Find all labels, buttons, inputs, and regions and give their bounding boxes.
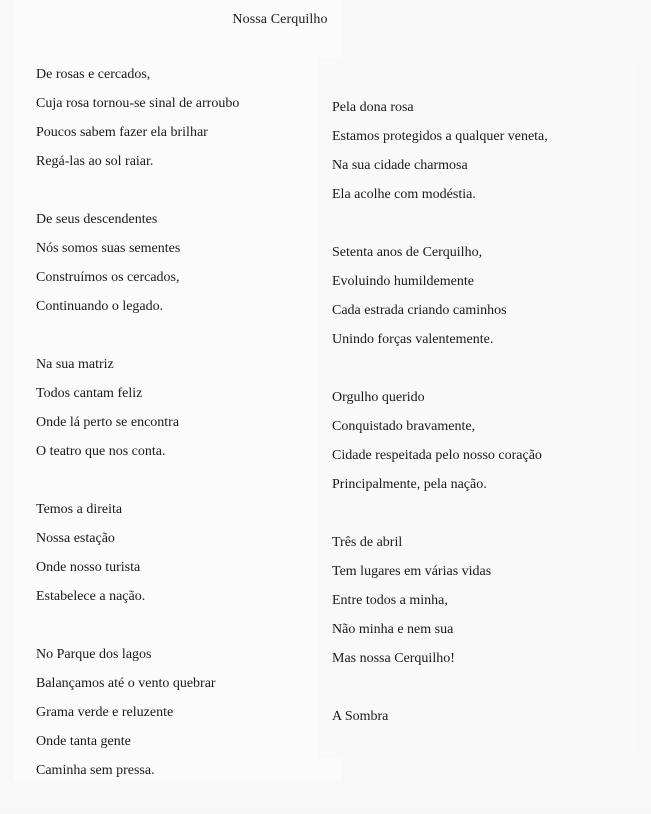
right-column [332, 93, 548, 731]
right-stanzas [332, 93, 548, 673]
poem-line: Principalmente, pela nação. [332, 477, 487, 492]
poem-title: Nossa Cerquilho [232, 12, 328, 27]
poem-line: Onde lá perto se encontra [36, 415, 180, 430]
poem-line: De rosas e cercados, [36, 67, 151, 82]
stanza [332, 93, 548, 209]
left-column [36, 60, 239, 814]
stanza [36, 640, 239, 785]
poem-line: Não minha e nem sua [332, 622, 454, 637]
poem-line: Mas nossa Cerquilho! [332, 651, 455, 666]
poem-line: Orgulho querido [332, 390, 425, 405]
stanza [36, 205, 239, 321]
poem-line: Onde tanta gente [36, 734, 131, 749]
poem-line: Nós somos suas sementes [36, 241, 181, 256]
poem-line: Na sua matriz [36, 357, 114, 372]
poem-line: Na sua cidade charmosa [332, 158, 468, 173]
poem-line: O teatro que nos conta. [36, 444, 166, 459]
stanza [332, 528, 548, 673]
poem-line: Estabelece a nação. [36, 589, 146, 604]
poem-line: Todos cantam feliz [36, 386, 143, 401]
poem-line: Grama verde e reluzente [36, 705, 174, 720]
poem-line: Setenta anos de Cerquilho, [332, 245, 483, 260]
poem-line: Balançamos até o vento quebrar [36, 676, 216, 691]
poem-line: Caminha sem pressa. [36, 763, 155, 778]
poem-line: Três de abril [332, 535, 403, 550]
poem-line: Estamos protegidos a qualquer veneta, [332, 129, 548, 144]
author-signature: A Sombra [332, 709, 389, 724]
stanza [36, 60, 239, 176]
poem-line: Ela acolhe com modéstia. [332, 187, 476, 202]
stanza [36, 495, 239, 611]
poem-line: Conquistado bravamente, [332, 419, 476, 434]
poem-line: Continuando o legado. [36, 299, 164, 314]
poem-line: Nossa estação [36, 531, 115, 546]
stanza [36, 350, 239, 466]
poem-line: Regá-las ao sol raiar. [36, 154, 154, 169]
poem-line: Construímos os cercados, [36, 270, 180, 285]
poem-line: Cuja rosa tornou-se sinal de arroubo [36, 96, 240, 111]
stanza [332, 238, 548, 354]
stanza [332, 383, 548, 499]
poem-line: Poucos sabem fazer ela brilhar [36, 125, 208, 140]
poem-line: Tem lugares em várias vidas [332, 564, 492, 579]
poem-line: Unindo forças valentemente. [332, 332, 494, 347]
poem-line: Cada estrada criando caminhos [332, 303, 507, 318]
poem-line: Pela dona rosa [332, 100, 414, 115]
poem-line: Entre todos a minha, [332, 593, 448, 608]
poem-line: De seus descendentes [36, 212, 158, 227]
poem-line: No Parque dos lagos [36, 647, 152, 662]
poem-line: Evoluindo humildemente [332, 274, 474, 289]
poem-line: Onde nosso turista [36, 560, 141, 575]
poem-line: Cidade respeitada pelo nosso coração [332, 448, 542, 463]
poem-line: Temos a direita [36, 502, 123, 517]
